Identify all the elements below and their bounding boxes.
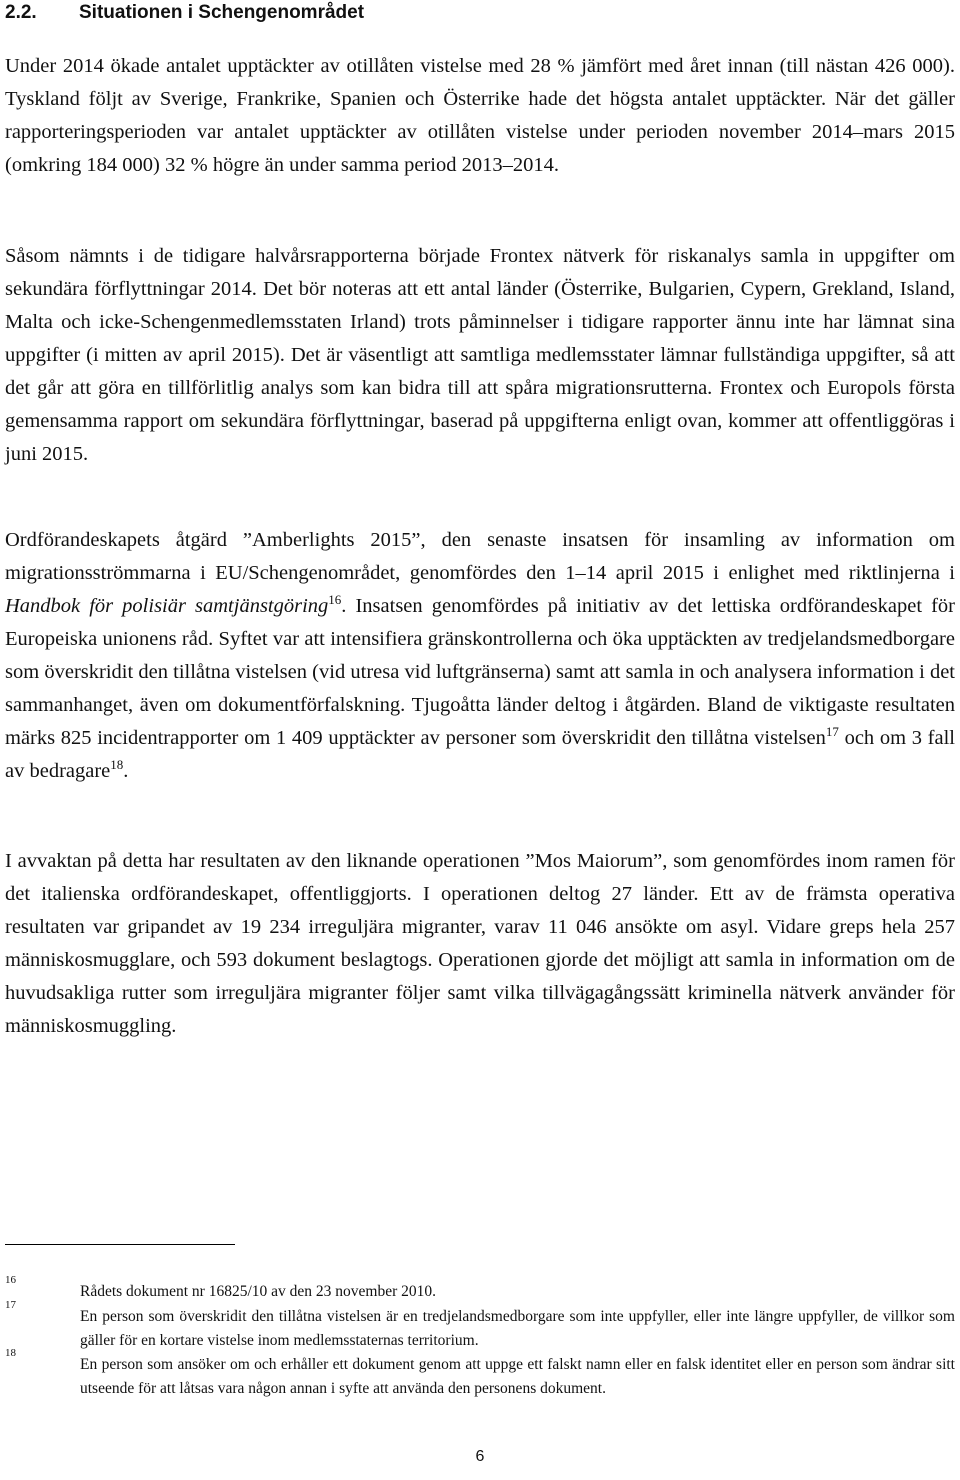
paragraph-3-part-c: och om 3 fall av bedragare	[5, 727, 955, 782]
footnote-mark: 18	[5, 1347, 16, 1359]
footnote-18	[5, 1347, 955, 1401]
section-number: 2.2.	[5, 2, 37, 23]
paragraph-2: Såsom nämnts i de tidigare halvårsrapporterna började Frontex nätverk för riskanalys samla in uppgifter om sekundära förflyttningar 2014. Det bör noteras att ett antal länder (Österrike, Bulgarien, Cypern, Grekland, Island, Malta och icke-Schengenmedlemsstaten Irland) trots påminnelser i tidigare rapporter ännu inte har lämnat sina uppgifter (i mitten av april 2015). Det är väsentligt att samtliga medlemsstater lämnar fullständiga uppgifter, så att det går att göra en tillförlitlig analys som kan bidra till att spåra migrationsrutterna. Frontex och Europols första gemensamma rapport om sekundära förflyttningar, baserad på uppgifterna enligt ovan, kommer att offentliggöras i juni 2015.	[5, 245, 955, 465]
footnote-text: En person som ansöker om och erhåller ett dokument genom att uppge ett falskt namn eller en falsk identitet eller en person som ändrar sitt utseende för att låtsas vara någon annan i syfte att använda den personens dokument.	[80, 1356, 955, 1397]
section-title: Situationen i Schengenområdet	[79, 2, 365, 23]
footnote-ref-16[interactable]: 16	[328, 592, 342, 607]
footnote-separator	[5, 1244, 235, 1245]
footnote-mark: 17	[5, 1299, 16, 1311]
page-number: 6	[475, 1448, 485, 1465]
paragraph-3	[5, 524, 955, 788]
paragraph-3-part-d: .	[123, 760, 129, 782]
footnote-ref-17[interactable]: 17	[825, 724, 839, 739]
footnote-mark: 16	[5, 1274, 16, 1286]
footnote-ref-18[interactable]: 18	[110, 757, 124, 772]
paragraph-3-part-b: . Insatsen genomfördes på initiativ av det lettiska ordförandeskapet för Europeiska unionens råd. Syftet var att intensifiera gränskontrollerna och öka upptäckten av tredjelandsmedborgare som överskridit den tillåtna vistelsen (vid utresa vid luftgränserna) samt att samla in och analysera information i det sammanhanget, även om dokumentförfalskning. Tjugoåtta länder deltog i åtgärden. Bland de viktigaste resultaten märks 825 incidentrapporter om 1 409 upptäckter av personer som överskridit den tillåtna vistelsen	[5, 595, 956, 749]
handbook-title: Handbok för polisiär samtjänstgöring	[5, 595, 329, 617]
footnote-text: Rådets dokument nr 16825/10 av den 23 november 2010.	[80, 1283, 437, 1300]
paragraph-1: Under 2014 ökade antalet upptäckter av otillåten vistelse med 28 % jämfört med året innan (till nästan 426 000). Tyskland följt av Sverige, Frankrike, Spanien och Österrike hade det högsta antalet upptäckter. När det gäller rapporteringsperioden var antalet upptäckter av otillåten vistelse under perioden november 2014–mars 2015 (omkring 184 000) 32 % högre än under samma period 2013–2014.	[5, 55, 955, 176]
footnote-17	[5, 1299, 955, 1353]
footnote-text: En person som överskridit den tillåtna vistelsen är en tredjelandsmedborgare som inte uppfyller, eller inte längre uppfyller, de villkor som gäller för en kortare vistelse inom medlemsstaternas territorium.	[80, 1308, 955, 1349]
footnote-16	[5, 1274, 955, 1304]
paragraph-3-part-a: Ordförandeskapets åtgärd ”Amberlights 2015”, den senaste insatsen för insamling av information om migrationsströmmarna i EU/Schengenområdet, genomfördes den 1–14 april 2015 i enlighet med riktlinjerna i	[5, 529, 955, 584]
paragraph-4: I avvaktan på detta har resultaten av den liknande operationen ”Mos Maiorum”, som genomfördes inom ramen för det italienska ordförandeskapet, offentliggjorts. I operationen deltog 27 länder. Ett av de främsta operativa resultaten var gripandet av 19 234 irreguljära migranter, varav 11 046 ansökte om asyl. Vidare greps hela 257 människosmugglare, och 593 dokument beslagtogs. Operationen gjorde det möjligt att samla in information om de huvudsakliga rutter som irreguljära migranter följer samt vilka tillvägagångssätt kriminella nätverk använder för människosmuggling.	[5, 850, 955, 1037]
section-heading	[5, 0, 364, 26]
